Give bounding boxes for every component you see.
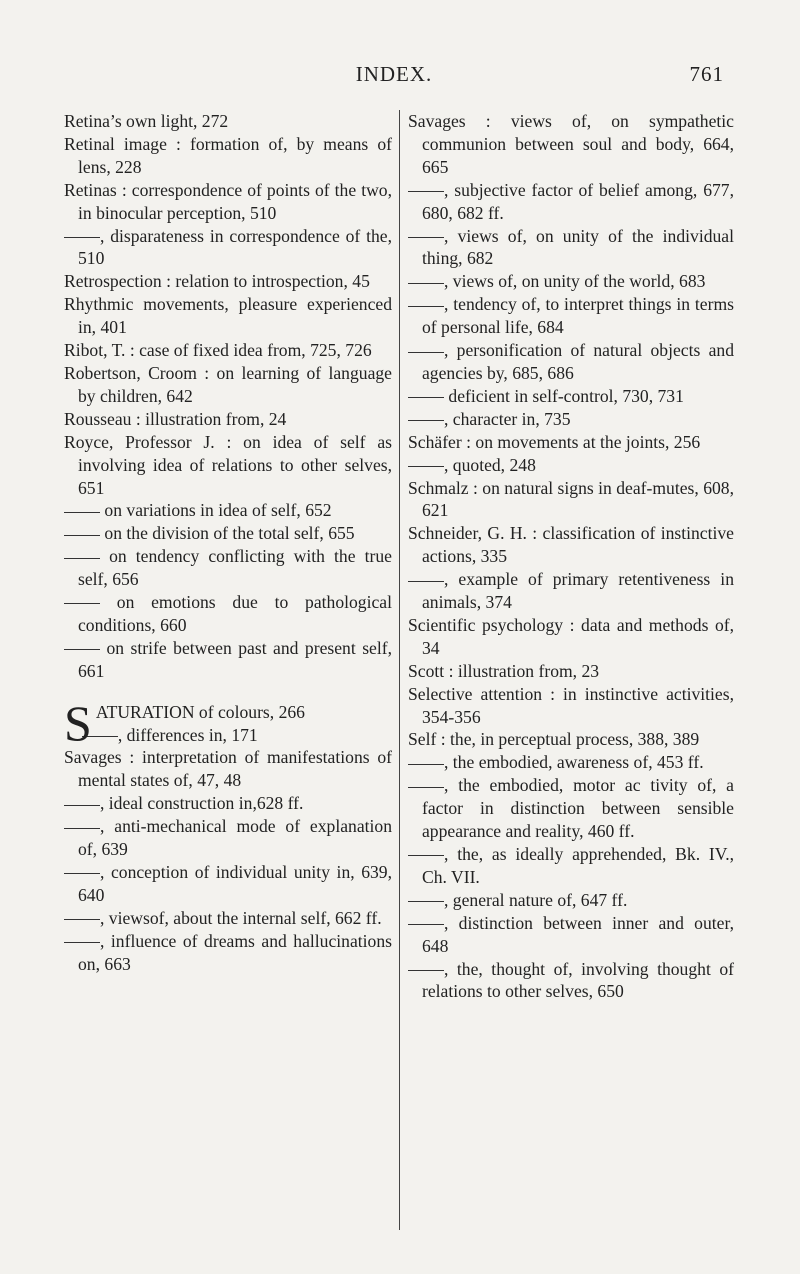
ditto-dash <box>64 942 100 943</box>
index-entry <box>408 110 734 179</box>
index-entry <box>64 724 392 747</box>
index-entry <box>64 746 392 792</box>
entry-text: , tendency of, to interpret things in terms of personal life, 684 <box>422 294 734 338</box>
ditto-dash <box>408 924 444 925</box>
index-entry <box>408 339 734 385</box>
index-entry <box>64 792 392 815</box>
entry-text: Retinas : correspondence of points of the two, in binocular perception, 510 <box>64 179 392 223</box>
entry-text: on emotions due to pathological conditions, 660 <box>78 592 392 635</box>
index-entry <box>64 339 392 362</box>
left-column <box>64 110 392 976</box>
entry-text: Savages : interpretation of manifestations of mental states of, 47, 48 <box>64 747 392 791</box>
index-entry <box>408 683 734 729</box>
ditto-dash <box>408 901 444 902</box>
entry-text: , viewsof, about the internal self, 662 ff. <box>100 907 382 928</box>
entry-text: on strife between past and present self, 661 <box>78 637 392 681</box>
index-entry <box>64 293 392 339</box>
ditto-dash <box>408 787 444 788</box>
ditto-dash <box>64 873 100 874</box>
page-number: 761 <box>689 62 724 86</box>
entry-text: Rhythmic movements, pleasure experienced in, 401 <box>64 294 392 338</box>
index-entry <box>64 930 392 976</box>
entry-text: , subjective factor of belief among, 677, 680, 682 ff. <box>422 179 734 223</box>
entry-text: Scientific psychology : data and methods of, 34 <box>408 614 734 658</box>
entry-text: Retinal image : formation of, by means of lens, 228 <box>64 133 392 177</box>
entry-text: Schneider, G. H. : classification of instinctive actions, 335 <box>408 523 734 567</box>
index-entry <box>408 889 734 912</box>
entry-text: , views of, on unity of the world, 683 <box>444 271 706 292</box>
entry-text: on the division of the total self, 655 <box>100 523 355 544</box>
entry-text: , conception of individual unity in, 639, 640 <box>78 862 392 905</box>
dropcap-letter: S <box>64 694 92 751</box>
index-entry <box>408 431 734 454</box>
index-entry <box>64 591 392 637</box>
entry-text: , differences in, 171 <box>117 724 258 745</box>
entry-text: , example of primary retentiveness in animals, 374 <box>422 569 734 613</box>
index-entry <box>408 179 734 225</box>
entry-text: , the, thought of, involving thought of relations to other selves, 650 <box>422 958 734 1002</box>
ditto-dash <box>408 191 444 192</box>
left-entries <box>64 110 392 683</box>
left-entries-continued <box>64 724 392 976</box>
page-title: INDEX. <box>355 62 433 86</box>
index-entry <box>408 660 734 683</box>
index-entry <box>408 912 734 958</box>
entry-text: Savages : views of, on sympathetic communion between soul and body, 664, 665 <box>408 111 734 177</box>
ditto-dash <box>64 828 100 829</box>
ditto-dash <box>64 919 100 920</box>
ditto-dash <box>408 237 444 238</box>
entry-text: , the embodied, motor ac tivity of, a factor in distinction between sensible appearance and reality, 460 ff. <box>422 775 734 842</box>
right-column <box>408 110 734 1003</box>
column-divider <box>399 110 400 1230</box>
entry-text: Rousseau : illustration from, 24 <box>64 408 287 429</box>
entry-text: , quoted, 248 <box>444 454 536 475</box>
index-entry <box>408 728 734 751</box>
index-entry <box>64 110 392 133</box>
ditto-dash <box>408 306 444 307</box>
index-entry <box>408 270 734 293</box>
entry-text: , character in, 735 <box>444 408 571 429</box>
index-entry <box>64 225 392 271</box>
ditto-dash <box>408 855 444 856</box>
entry-text: , anti-mechanical mode of explanation of, 639 <box>78 816 392 860</box>
ditto-dash <box>64 512 100 513</box>
ditto-dash <box>64 649 100 650</box>
entry-text: on tendency conflicting with the true self, 656 <box>78 546 392 590</box>
index-entry <box>408 614 734 660</box>
index-entry <box>64 522 392 545</box>
index-entry <box>408 408 734 431</box>
entry-text: Schäfer : on movements at the joints, 256 <box>408 431 701 452</box>
entry-text: on variations in idea of self, 652 <box>100 500 332 521</box>
index-entry <box>64 133 392 179</box>
index-entry <box>408 385 734 408</box>
entry-text: Selective attention : in instinctive activities, 354-356 <box>408 683 734 727</box>
ditto-dash <box>408 581 444 582</box>
ditto-dash <box>408 466 444 467</box>
index-entry <box>408 843 734 889</box>
entry-text: Retrospection : relation to introspection, 45 <box>64 271 370 292</box>
dropcap-text: ATURATION of colours, 266 <box>95 701 305 722</box>
ditto-dash <box>64 535 100 536</box>
ditto-dash <box>408 420 444 421</box>
entry-text: Self : the, in perceptual process, 388, 389 <box>408 729 700 750</box>
index-entry <box>408 774 734 843</box>
entry-text: Royce, Professor J. : on idea of self as involving idea of relations to other selves, 651 <box>64 431 392 498</box>
entry-text: , disparateness in correspondence of the, 510 <box>78 225 392 269</box>
page-header <box>64 62 724 92</box>
entry-text: , the embodied, awareness of, 453 ff. <box>444 752 704 773</box>
ditto-dash <box>64 558 100 559</box>
entry-text: , personification of natural objects and agencies by, 685, 686 <box>422 340 734 383</box>
entry-text: , influence of dreams and hallucinations on, 663 <box>78 930 392 974</box>
entry-text: , views of, on unity of the individual thing, 682 <box>422 225 734 269</box>
index-entry <box>64 270 392 293</box>
entry-text: , ideal construction in,628 ff. <box>100 793 304 814</box>
entry-text: Ribot, T. : case of fixed idea from, 725, 726 <box>64 340 372 361</box>
index-entry <box>64 861 392 907</box>
index-entry <box>408 568 734 614</box>
index-entry <box>408 522 734 568</box>
ditto-dash <box>64 805 100 806</box>
entry-text: Retina’s own light, 272 <box>64 111 229 131</box>
index-entry <box>64 179 392 225</box>
index-entry <box>64 408 392 431</box>
index-entry <box>408 751 734 774</box>
ditto-dash <box>64 237 100 238</box>
entry-text: , general nature of, 647 ff. <box>444 889 628 910</box>
index-entry <box>64 907 392 930</box>
entry-text: deficient in self-control, 730, 731 <box>444 385 684 406</box>
entry-text: , distinction between inner and outer, 648 <box>422 912 734 956</box>
ditto-dash <box>408 764 444 765</box>
right-entries <box>408 110 734 1003</box>
index-entry <box>408 293 734 339</box>
index-entry <box>408 454 734 477</box>
index-entry <box>408 225 734 271</box>
index-entry <box>64 362 392 408</box>
ditto-dash <box>64 603 100 604</box>
entry-text: Scott : illustration from, 23 <box>408 660 600 681</box>
index-entry <box>64 431 392 500</box>
ditto-dash <box>408 970 444 971</box>
entry-text: , the, as ideally apprehended, Bk. IV., Ch. VII. <box>422 844 734 887</box>
index-entry <box>64 815 392 861</box>
ditto-dash <box>408 283 444 284</box>
index-entry <box>64 545 392 591</box>
index-entry <box>64 637 392 683</box>
index-entry <box>408 958 734 1004</box>
entry-text: Schmalz : on natural signs in deaf-mutes, 608, 621 <box>408 477 734 521</box>
entry-text: Robertson, Croom : on learning of language by children, 642 <box>64 362 392 406</box>
index-entry <box>64 499 392 522</box>
index-entry <box>408 477 734 523</box>
ditto-dash <box>408 397 444 398</box>
ditto-dash <box>408 352 444 353</box>
